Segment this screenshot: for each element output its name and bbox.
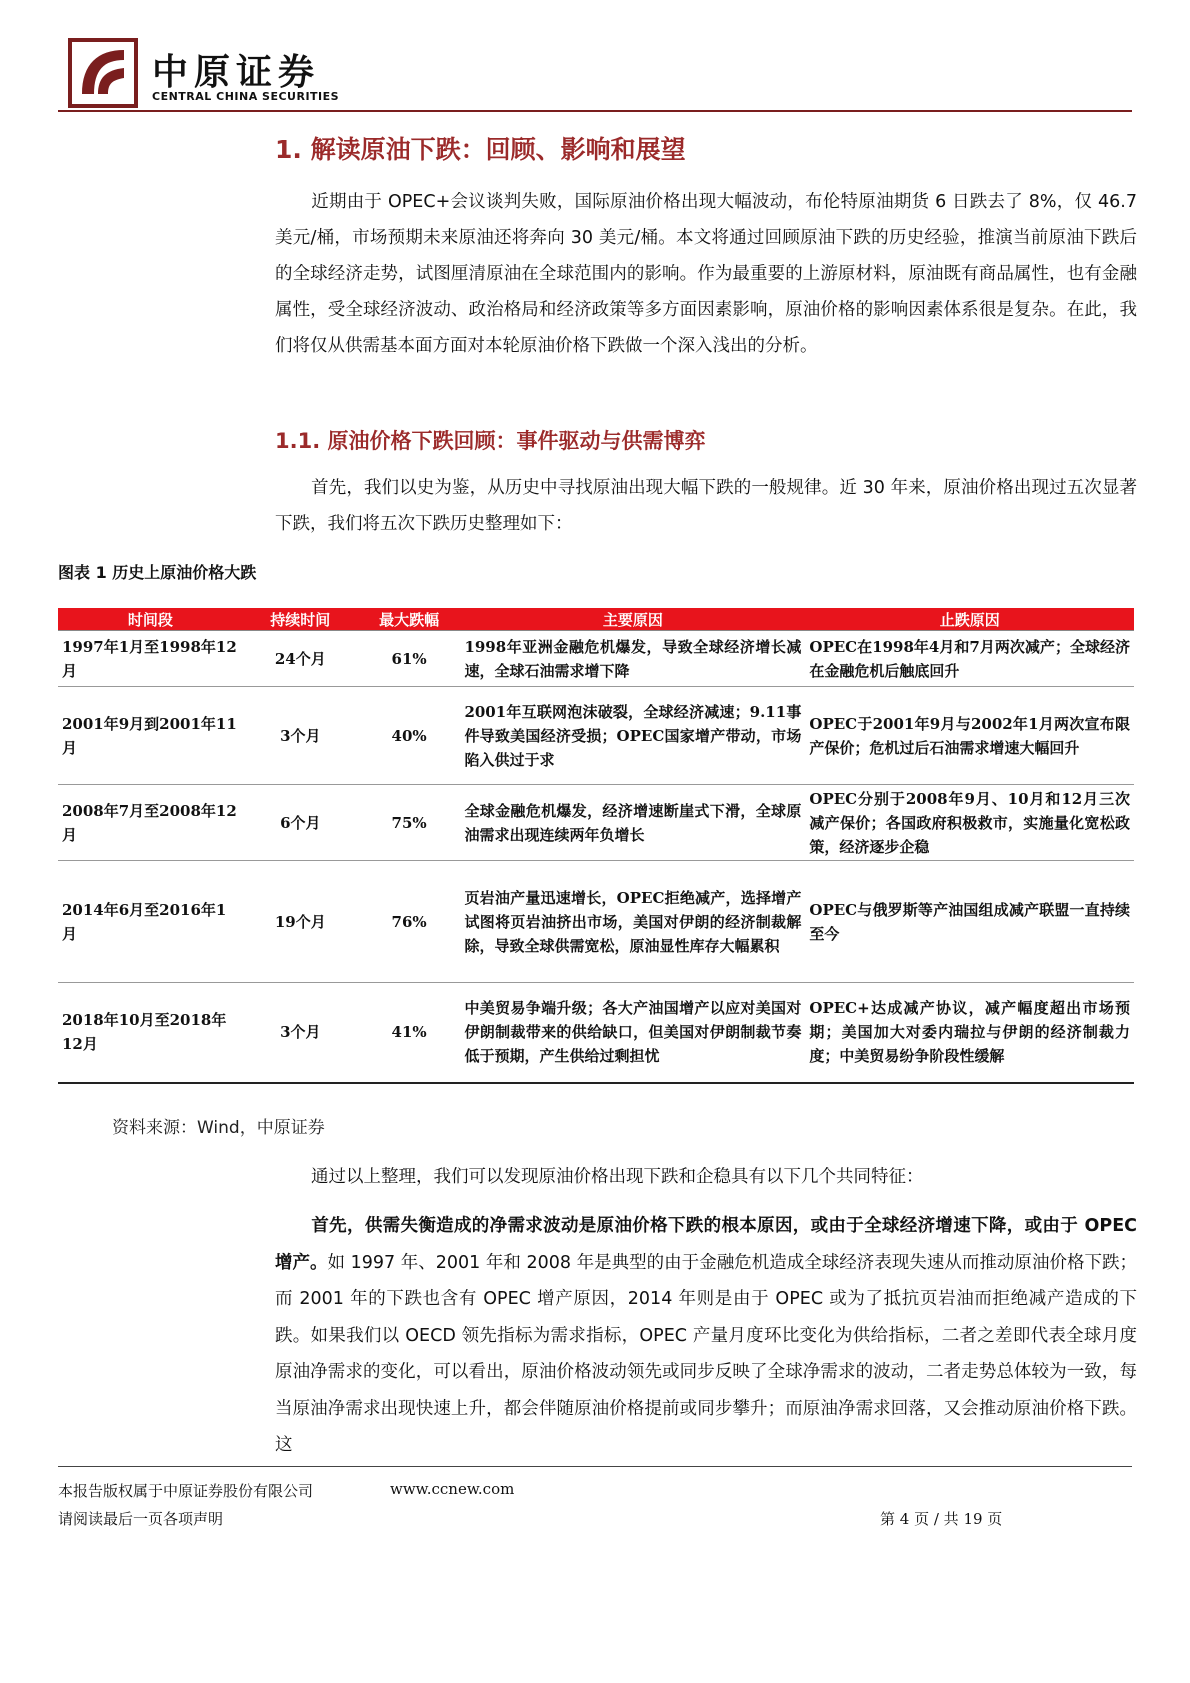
cell-stop: OPEC与俄罗斯等产油国组成减产联盟一直持续至今 <box>805 861 1134 983</box>
col-header-duration: 持续时间 <box>243 608 358 631</box>
cell-max-drop: 76% <box>358 861 461 983</box>
cell-stop: OPEC分别于2008年9月、10月和12月三次减产保价；各国政府积极救市，实施量化宽松政策，经济逐步企稳 <box>805 785 1134 861</box>
logo-icon <box>68 38 138 108</box>
logo-text-en: CENTRAL CHINA SECURITIES <box>152 90 340 103</box>
history-paragraph <box>275 470 1137 542</box>
cell-max-drop: 75% <box>358 785 461 861</box>
analysis-paragraph <box>275 1208 1137 1464</box>
logo-text-cn: 中原证券 <box>152 51 321 93</box>
intro-text: 近期由于 OPEC+会议谈判失败，国际原油价格出现大幅波动，布伦特原油期货 6 日跌去了 8%，仅 46.7 美元/桶，市场预期未来原油还将奔向 30 美元/桶。本文将通过回顾原油下跌的历史经验，推演当前原油下跌后的全球经济走势，试图厘清原油在全球范围内的影响。作为最重要的上游原材料，原油既有商品属性，也有金融属性，受全球经济波动、政治格局和经济政策等多方面因素影响，原油价格的影响因素体系很是复杂。在此，我们将仅从供需基本面方面对本轮原油价格下跌做一个深入浅出的分析。 <box>275 192 1137 356</box>
cell-stop: OPEC在1998年4月和7月两次减产；全球经济在金融危机后触底回升 <box>805 631 1134 687</box>
footer-copyright: 本报告版权属于中原证券股份有限公司 <box>58 1482 314 1500</box>
intro-paragraph <box>275 184 1137 364</box>
cell-duration: 19个月 <box>243 861 358 983</box>
cell-period: 1997年1月至1998年12月 <box>58 631 243 687</box>
cell-duration: 6个月 <box>243 785 358 861</box>
cell-cause: 全球金融危机爆发，经济增速断崖式下滑，全球原油需求出现连续两年负增长 <box>460 785 805 861</box>
cell-duration: 24个月 <box>243 631 358 687</box>
cell-stop: OPEC于2001年9月与2002年1月两次宣布限产保价；危机过后石油需求增速大幅回升 <box>805 687 1134 785</box>
cell-max-drop: 41% <box>358 983 461 1083</box>
subsection-heading: 1.1. 原油价格下跌回顾：事件驱动与供需博弈 <box>275 429 706 453</box>
table-source: 资料来源：Wind，中原证券 <box>112 1118 325 1138</box>
page-number: 第 4 页 / 共 19 页 <box>880 1510 1003 1528</box>
footer-url[interactable]: www.ccnew.com <box>390 1480 515 1498</box>
analysis-text: 如 1997 年、2001 年和 2008 年是典型的由于金融危机造成全球经济表现失速从而推动原油价格下跌；而 2001 年的下跌也含有 OPEC 增产原因，2014 年则是由于 OPEC 或为了抵抗页岩油而拒绝减产造成的下跌。如果我们以 OECD 领先指标为需求指标，OPEC 产量月度环比变化为供给指标，二者之差即代表全球月度原油净需求的变化，可以看出，原油价格波动领先或同步反映了全球净需求的波动，二者走势总体较为一致，每当原油净需求出现快速上升，都会伴随原油价格提前或同步攀升；而原油净需求回落，又会推动原油价格下跌。这 <box>275 1252 1138 1455</box>
table-row <box>58 861 1134 983</box>
footer-notice: 请阅读最后一页各项声明 <box>58 1510 224 1528</box>
history-text: 首先，我们以史为鉴，从历史中寻找原油出现大幅下跌的一般规律。近 30 年来，原油价格出现过五次显著下跌，我们将五次下跌历史整理如下： <box>275 478 1137 534</box>
cell-duration: 3个月 <box>243 983 358 1083</box>
analysis-bold-text: 首先，供需失衡造成的净需求波动是原油价格下跌的根本原因，或由于全球经济增速下降，或由于 OPEC 增产。 <box>275 1216 1137 1273</box>
table-row <box>58 785 1134 861</box>
header-divider <box>58 110 1132 112</box>
table-header-row <box>58 608 1134 631</box>
col-header-max-drop: 最大跌幅 <box>358 608 461 631</box>
section-heading: 1. 解读原油下跌：回顾、影响和展望 <box>275 135 686 164</box>
footer-divider <box>58 1466 1132 1467</box>
cell-cause: 中美贸易争端升级；各大产油国增产以应对美国对伊朗制裁带来的供给缺口，但美国对伊朗制裁节奏低于预期，产生供给过剩担忧 <box>460 983 805 1083</box>
cell-cause: 2001年互联网泡沫破裂，全球经济减速；9.11事件导致美国经济受损；OPEC国家增产带动，市场陷入供过于求 <box>460 687 805 785</box>
features-text: 通过以上整理，我们可以发现原油价格出现下跌和企稳具有以下几个共同特征： <box>311 1167 924 1187</box>
cell-cause: 页岩油产量迅速增长，OPEC拒绝减产，选择增产试图将页岩油挤出市场，美国对伊朗的经济制裁解除，导致全球供需宽松，原油显性库存大幅累积 <box>460 861 805 983</box>
features-paragraph <box>275 1159 1137 1195</box>
table-row <box>58 687 1134 785</box>
cell-cause: 1998年亚洲金融危机爆发，导致全球经济增长减速，全球石油需求增下降 <box>460 631 805 687</box>
table-row <box>58 631 1134 687</box>
cell-max-drop: 61% <box>358 631 461 687</box>
col-header-stop: 止跌原因 <box>805 608 1134 631</box>
cell-duration: 3个月 <box>243 687 358 785</box>
cell-period: 2008年7月至2008年12月 <box>58 785 243 861</box>
cell-period: 2001年9月到2001年11月 <box>58 687 243 785</box>
col-header-cause: 主要原因 <box>460 608 805 631</box>
cell-stop: OPEC+达成减产协议，减产幅度超出市场预期；美国加大对委内瑞拉与伊朗的经济制裁力度；中美贸易纷争阶段性缓解 <box>805 983 1134 1083</box>
page-header <box>0 0 1190 118</box>
table-row <box>58 983 1134 1083</box>
cell-max-drop: 40% <box>358 687 461 785</box>
cell-period: 2018年10月至2018年12月 <box>58 983 243 1083</box>
cell-period: 2014年6月至2016年1月 <box>58 861 243 983</box>
oil-drop-table <box>58 608 1134 1084</box>
col-header-period: 时间段 <box>58 608 243 631</box>
figure-caption: 图表 1 历史上原油价格大跌 <box>58 563 257 582</box>
